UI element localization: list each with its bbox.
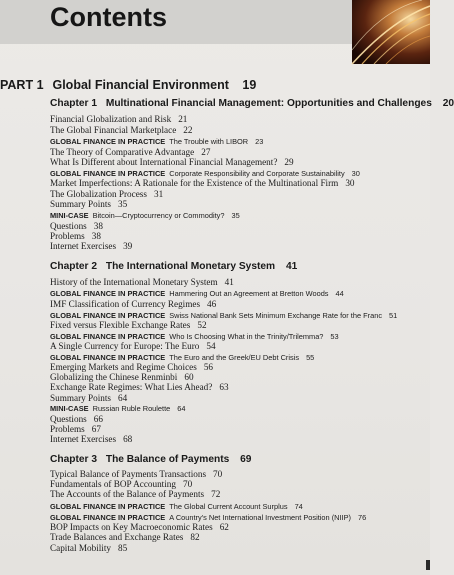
entry-page: 21	[178, 114, 188, 124]
toc-entry	[50, 532, 200, 542]
entry-page: 35	[231, 211, 240, 220]
entry-title: Typical Balance of Payments Transactions	[50, 469, 207, 479]
entry-title: Problems	[50, 231, 85, 241]
entry-page: 60	[184, 372, 194, 382]
entry-title: BOP Impacts on Key Macroeconomic Rates	[50, 522, 213, 532]
part-heading	[0, 78, 256, 92]
entry-page: 68	[123, 434, 133, 444]
entry-page: 64	[118, 393, 128, 403]
entry-page: 30	[351, 169, 360, 178]
entry-title: Summary Points	[50, 393, 112, 403]
entry-page: 62	[219, 522, 229, 532]
toc-entry	[50, 114, 187, 124]
part-page: 19	[242, 78, 257, 92]
entry-title: The Theory of Comparative Advantage	[50, 147, 195, 157]
entry-page: 51	[389, 311, 398, 320]
entry-page: 82	[190, 532, 200, 542]
entry-page: 85	[118, 543, 128, 553]
chapter-heading	[50, 261, 297, 272]
toc-entry	[50, 469, 222, 479]
feature-tag: GLOBAL FINANCE IN PRACTICE	[50, 289, 166, 298]
entry-title: Trade Balances and Exchange Rates	[50, 532, 184, 542]
toc-entry	[50, 393, 127, 403]
toc-entry	[50, 434, 132, 444]
toc-entry	[50, 189, 163, 199]
entry-page: 55	[306, 353, 315, 362]
mini-case-entry	[50, 211, 240, 220]
toc-entry	[50, 341, 216, 351]
entry-page: 35	[118, 199, 128, 209]
entry-title: The Euro and the Greek/EU Debt Crisis	[169, 353, 300, 362]
entry-title: The Global Current Account Surplus	[169, 502, 288, 511]
entry-title: IMF Classification of Currency Regimes	[50, 299, 201, 309]
entry-title: A Single Currency for Europe: The Euro	[50, 341, 200, 351]
toc-entry	[50, 157, 294, 167]
feature-tag: GLOBAL FINANCE IN PRACTICE	[50, 513, 166, 522]
entry-page: 63	[219, 382, 229, 392]
entry-page: 29	[284, 157, 294, 167]
entry-title: Financial Globalization and Risk	[50, 114, 172, 124]
entry-page: 53	[330, 332, 339, 341]
entry-title: Capital Mobility	[50, 543, 111, 553]
toc-entry	[50, 522, 229, 532]
feature-tag: GLOBAL FINANCE IN PRACTICE	[50, 169, 166, 178]
toc-entry	[50, 372, 194, 382]
toc-entry	[50, 147, 210, 157]
mini-case-tag: MINI-CASE	[50, 211, 89, 220]
chapter-title: The International Monetary System	[105, 261, 276, 272]
toc-entry	[50, 231, 101, 241]
page-edge-mark	[426, 560, 430, 570]
toc-entry	[50, 178, 355, 188]
entry-page: 31	[153, 189, 164, 199]
feature-tag: GLOBAL FINANCE IN PRACTICE	[50, 353, 166, 362]
entry-page: 27	[201, 147, 211, 157]
entry-title: The Globalization Process	[50, 189, 147, 199]
entry-title: Swiss National Bank Sets Minimum Exchange Rate for the Franc	[169, 311, 383, 320]
entry-title: Questions	[50, 221, 87, 231]
entry-page: 66	[93, 414, 103, 424]
entry-title: A Country's Net International Investment Position (NIIP)	[169, 513, 351, 522]
entry-page: 54	[206, 341, 216, 351]
feature-entry	[50, 169, 360, 178]
entry-page: 70	[213, 469, 223, 479]
chapter-page: 20	[442, 98, 454, 109]
mini-case-entry	[50, 404, 186, 413]
entry-title: Emerging Markets and Regime Choices	[50, 362, 197, 372]
feature-entry	[50, 332, 339, 341]
entry-title: Problems	[50, 424, 85, 434]
chapter-page: 69	[240, 454, 252, 465]
entry-title: Russian Ruble Roulette	[92, 404, 171, 413]
entry-page: 23	[255, 137, 264, 146]
entry-title: The Global Financial Marketplace	[50, 125, 177, 135]
entry-title: Fixed versus Flexible Exchange Rates	[50, 320, 191, 330]
toc-entry	[50, 241, 132, 251]
entry-page: 44	[335, 289, 344, 298]
feature-entry	[50, 513, 366, 522]
toc-entry	[50, 382, 229, 392]
chapter-page: 41	[285, 261, 298, 272]
chapter-number: Chapter 3	[50, 454, 97, 465]
entry-title: History of the International Monetary System	[50, 277, 218, 287]
entry-title: The Trouble with LIBOR	[169, 137, 249, 146]
feature-tag: GLOBAL FINANCE IN PRACTICE	[50, 311, 166, 320]
entry-title: Bitcoin—Cryptocurrency or Commodity?	[92, 211, 225, 220]
toc-entry	[50, 424, 101, 434]
part-label: PART 1	[0, 78, 44, 92]
feature-entry	[50, 311, 397, 320]
entry-page: 22	[183, 125, 193, 135]
entry-title: Summary Points	[50, 199, 112, 209]
toc-entry	[50, 414, 103, 424]
entry-page: 70	[182, 479, 193, 489]
feature-tag: GLOBAL FINANCE IN PRACTICE	[50, 332, 166, 341]
entry-page: 67	[91, 424, 101, 434]
entry-page: 38	[93, 221, 103, 231]
entry-page: 74	[294, 502, 303, 511]
entry-title: Who Is Choosing What in the Trinity/Trilemma?	[169, 332, 324, 341]
entry-title: Hammering Out an Agreement at Bretton Woods	[169, 289, 329, 298]
toc-entry	[50, 277, 234, 287]
toc-entry	[50, 125, 192, 135]
entry-page: 76	[358, 513, 367, 522]
mini-case-tag: MINI-CASE	[50, 404, 89, 413]
entry-page: 72	[211, 489, 221, 499]
feature-tag: GLOBAL FINANCE IN PRACTICE	[50, 137, 166, 146]
entry-title: Fundamentals of BOP Accounting	[50, 479, 176, 489]
entry-title: Exchange Rate Regimes: What Lies Ahead?	[50, 382, 213, 392]
feature-tag: GLOBAL FINANCE IN PRACTICE	[50, 502, 166, 511]
page-title: Contents	[50, 2, 167, 32]
entry-title: Questions	[50, 414, 87, 424]
entry-title: Internet Exercises	[50, 241, 117, 251]
chapter-number: Chapter 1	[50, 98, 97, 109]
toc-entry	[50, 489, 220, 499]
entry-title: Corporate Responsibility and Corporate Sustainability	[169, 169, 345, 178]
toc-entry	[50, 221, 103, 231]
entry-page: 41	[224, 277, 234, 287]
entry-title: What Is Different about International Financial Management?	[50, 157, 278, 167]
feature-entry	[50, 137, 263, 146]
feature-entry	[50, 289, 344, 298]
entry-title: Internet Exercises	[50, 434, 117, 444]
chapter-title: Multinational Financial Management: Opportunities and Challenges	[105, 98, 432, 109]
entry-page: 30	[345, 178, 355, 188]
toc-entry	[50, 199, 127, 209]
entry-page: 46	[207, 299, 217, 309]
entry-page: 39	[123, 241, 133, 251]
toc-entry	[50, 479, 192, 489]
cover-photo	[352, 0, 430, 64]
entry-page: 56	[203, 362, 213, 372]
entry-title: Market Imperfections: A Rationale for the Existence of the Multinational Firm	[50, 178, 339, 188]
toc-entry	[50, 320, 207, 330]
chapter-heading	[50, 98, 454, 109]
chapter-heading	[50, 454, 251, 465]
feature-entry	[50, 353, 314, 362]
chapter-number: Chapter 2	[50, 261, 97, 272]
toc-entry	[50, 299, 216, 309]
toc-entry	[50, 543, 127, 553]
entry-title: Globalizing the Chinese Renminbi	[50, 372, 178, 382]
feature-entry	[50, 502, 303, 511]
chapter-title: The Balance of Payments	[105, 454, 230, 465]
part-title: Global Financial Environment	[52, 78, 229, 92]
entry-page: 38	[91, 231, 101, 241]
entry-title: The Accounts of the Balance of Payments	[50, 489, 205, 499]
toc-entry	[50, 362, 213, 372]
entry-page: 52	[197, 320, 207, 330]
entry-page: 64	[177, 404, 186, 413]
